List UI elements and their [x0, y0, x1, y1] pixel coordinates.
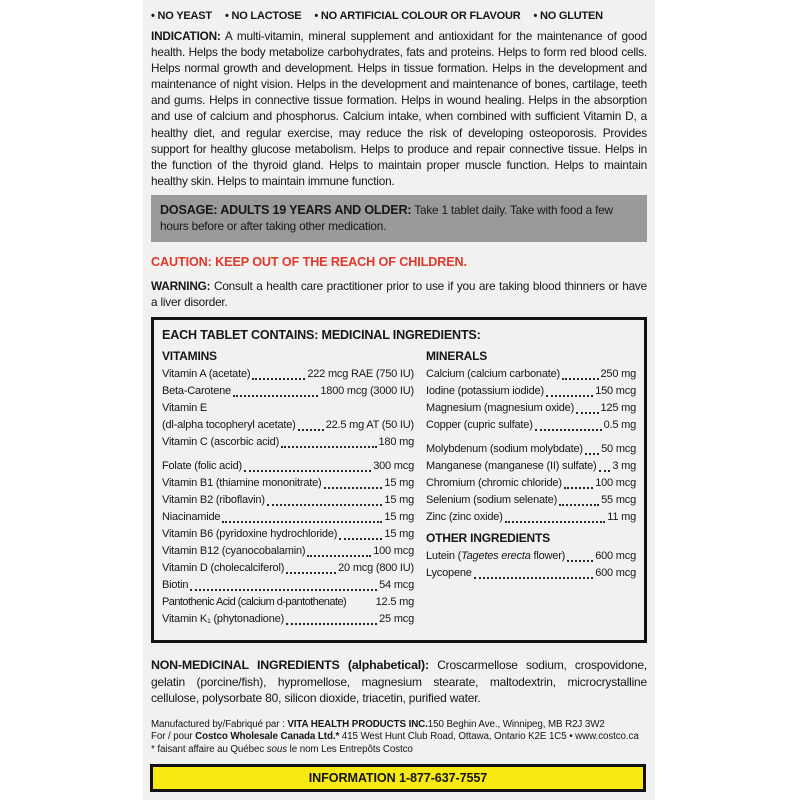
- other-ingredients-title: OTHER INGREDIENTS: [426, 531, 550, 546]
- dot-leader: [233, 395, 318, 397]
- ingredient-row: Vitamin B2 (riboflavin) 15 mg: [162, 494, 414, 507]
- ingredient-row: Selenium (sodium selenate) 55 mcg: [426, 494, 636, 507]
- dot-leader: [286, 572, 336, 574]
- dot-leader: [190, 589, 377, 591]
- ingredient-row: Folate (folic acid) 300 mcg: [162, 460, 414, 473]
- ingredient-row: Vitamin D (cholecalciferol) 20 mcg (800 IU): [162, 562, 414, 575]
- indication-paragraph: [151, 28, 647, 189]
- indication-label: INDICATION:: [151, 29, 221, 43]
- ingredient-row: Vitamin B1 (thiamine mononitrate) 15 mg: [162, 477, 414, 490]
- ingredient-row: Lutein (Tagetes erecta flower) 600 mcg: [426, 550, 636, 563]
- dosage-text: Take 1 tablet daily. Take with food a few hours before or after taking other medication.: [160, 202, 613, 234]
- claims-line: [151, 10, 647, 22]
- caution-text: CAUTION: KEEP OUT OF THE REACH OF CHILDREN.: [151, 254, 467, 269]
- distributor-name: Costco Wholesale Canada Ltd.*: [195, 731, 340, 743]
- supplement-label: [143, 0, 655, 800]
- ingredient-row: (dl-alpha tocopheryl acetate) 22.5 mg AT (50 IU): [162, 419, 414, 432]
- ingredient-row: Lycopene 600 mcg: [426, 567, 636, 580]
- manufacturer-line-1: Manufactured by/Fabriqué par : VITA HEALTH PRODUCTS INC.150 Beghin Ave., Winnipeg, MB R2J 3W2: [151, 718, 605, 730]
- dot-leader: [267, 504, 383, 506]
- dot-leader: [222, 521, 382, 523]
- dot-leader: [567, 560, 593, 562]
- ingredient-row: Copper (cupric sulfate) 0.5 mg: [426, 419, 636, 432]
- ingredient-row: Vitamin A (acetate) 222 mcg RAE (750 IU): [162, 368, 414, 381]
- warning-label: WARNING:: [151, 278, 211, 293]
- species-name: Tagetes erecta: [461, 550, 531, 563]
- vitamins-title: VITAMINS: [162, 349, 217, 364]
- dot-leader: [576, 412, 598, 414]
- dosage-label: DOSAGE: ADULTS 19 YEARS AND OLDER:: [160, 202, 412, 217]
- manufacturer-line-2: For / pour Costco Wholesale Canada Ltd.* 415 West Hunt Club Road, Ottawa, Ontario K2E 1C5 • www.costco.ca: [151, 731, 639, 743]
- dot-leader: [474, 577, 594, 579]
- dot-leader: [298, 429, 324, 431]
- ingredient-row: Manganese (manganese (II) sulfate) 3 mg: [426, 460, 636, 473]
- dot-leader: [585, 453, 599, 455]
- claim-item: • NO ARTIFICIAL COLOUR OR FLAVOUR: [314, 10, 520, 22]
- dot-leader: [324, 487, 383, 489]
- dot-leader: [252, 378, 305, 380]
- ingredient-row: Vitamin C (ascorbic acid) 180 mg: [162, 436, 414, 449]
- dot-leader: [562, 378, 599, 380]
- non-medicinal-text: Croscarmellose sodium, crospovidone, gelatin (porcine/fish), hypromellose, magnesium stearate, maltodextrin, microcrystalline cellulose, polysorbate 80, silicon dioxide, triacetin, purified water.: [151, 658, 648, 706]
- medicinal-ingredients-box: [151, 317, 647, 643]
- ingredient-row: Calcium (calcium carbonate) 250 mg: [426, 368, 636, 381]
- dot-leader: [281, 446, 376, 448]
- ingredient-row: Beta-Carotene 1800 mcg (3000 IU): [162, 385, 414, 398]
- claim-item: • NO GLUTEN: [533, 10, 603, 22]
- manufacturer-name: VITA HEALTH PRODUCTS INC.: [287, 718, 428, 730]
- claim-item: • NO YEAST: [151, 10, 212, 22]
- ingredient-row: Vitamin B12 (cyanocobalamin) 100 mcg: [162, 545, 414, 558]
- dot-leader: [559, 504, 599, 506]
- non-medicinal-paragraph: [151, 657, 647, 707]
- manufacturer-block: [151, 719, 647, 757]
- dot-leader: [505, 521, 606, 523]
- ingredient-row: Zinc (zinc oxide) 11 mg: [426, 511, 636, 524]
- ingredient-row: Iodine (potassium iodide) 150 mcg: [426, 385, 636, 398]
- dot-leader: [244, 470, 371, 472]
- dot-leader: [339, 538, 382, 540]
- minerals-title: MINERALS: [426, 349, 488, 364]
- ingredient-row: Vitamin K₁ (phytonadione) 25 mcg: [162, 613, 414, 626]
- information-phone-bar: [150, 764, 646, 792]
- dot-leader: [564, 487, 593, 489]
- ingredient-row: Molybdenum (sodium molybdate) 50 mcg: [426, 443, 636, 456]
- claim-item: • NO LACTOSE: [225, 10, 301, 22]
- ingredient-row: Biotin 54 mcg: [162, 579, 414, 592]
- ingredient-row: Vitamin E: [162, 402, 208, 415]
- dot-leader: [546, 395, 593, 397]
- dot-leader: [599, 470, 611, 472]
- ingredient-row: Chromium (chromic chloride) 100 mcg: [426, 477, 636, 490]
- ingredients-columns: [162, 349, 636, 628]
- manufacturer-line-3: * faisant affaire au Québec sous le nom Les Entrepôts Costco: [151, 743, 413, 755]
- ingredient-row: Vitamin B6 (pyridoxine hydrochloride) 15 mg: [162, 528, 414, 541]
- ingredient-row: Magnesium (magnesium oxide) 125 mg: [426, 402, 636, 415]
- medicinal-ingredients-header: EACH TABLET CONTAINS: MEDICINAL INGREDIENTS:: [162, 328, 481, 343]
- ingredient-row: Pantothenic Acid (calcium d-pantothenate) 12.5 mg: [162, 596, 414, 609]
- warning-text: Consult a health care practitioner prior to use if you are taking blood thinners or have a liver disorder.: [151, 278, 647, 310]
- vitamins-column: [162, 349, 414, 628]
- non-medicinal-label: NON-MEDICINAL INGREDIENTS (alphabetical):: [151, 658, 429, 673]
- dosage-box: [151, 195, 647, 242]
- ingredient-row: Niacinamide 15 mg: [162, 511, 414, 524]
- information-phone-text: INFORMATION 1-877-637-7557: [308, 771, 488, 785]
- warning-paragraph: [151, 278, 647, 310]
- minerals-column: [426, 349, 636, 628]
- dot-leader: [286, 623, 377, 625]
- dot-leader: [307, 555, 371, 557]
- indication-text: A multi-vitamin, mineral supplement and antioxidant for the maintenance of good health. Helps the body metabolize carbohydrates, fats and proteins. Helps to form red blood cells. Helps normal growth and development. Helps in tissue formation. Helps in the development and maintenance of night vision. Helps in the development and maintenance of bones, cartilage, teeth and gums. Helps in connective tissue formation. Helps in wound healing. Helps in the absorption and use of calcium and phosphorus. Calcium intake, when combined with sufficient Vitamin D, a healthy diet, and regular exercise, may reduce the risk of developing osteoporosis. Provides support for healthy glucose metabolism. Helps to produce and repair connective tissue. Helps in the function of the thyroid gland. Helps to maintain proper muscle function. Helps to maintain healthy skin. Helps to maintain immune function.: [151, 29, 647, 188]
- dot-leader: [535, 429, 602, 431]
